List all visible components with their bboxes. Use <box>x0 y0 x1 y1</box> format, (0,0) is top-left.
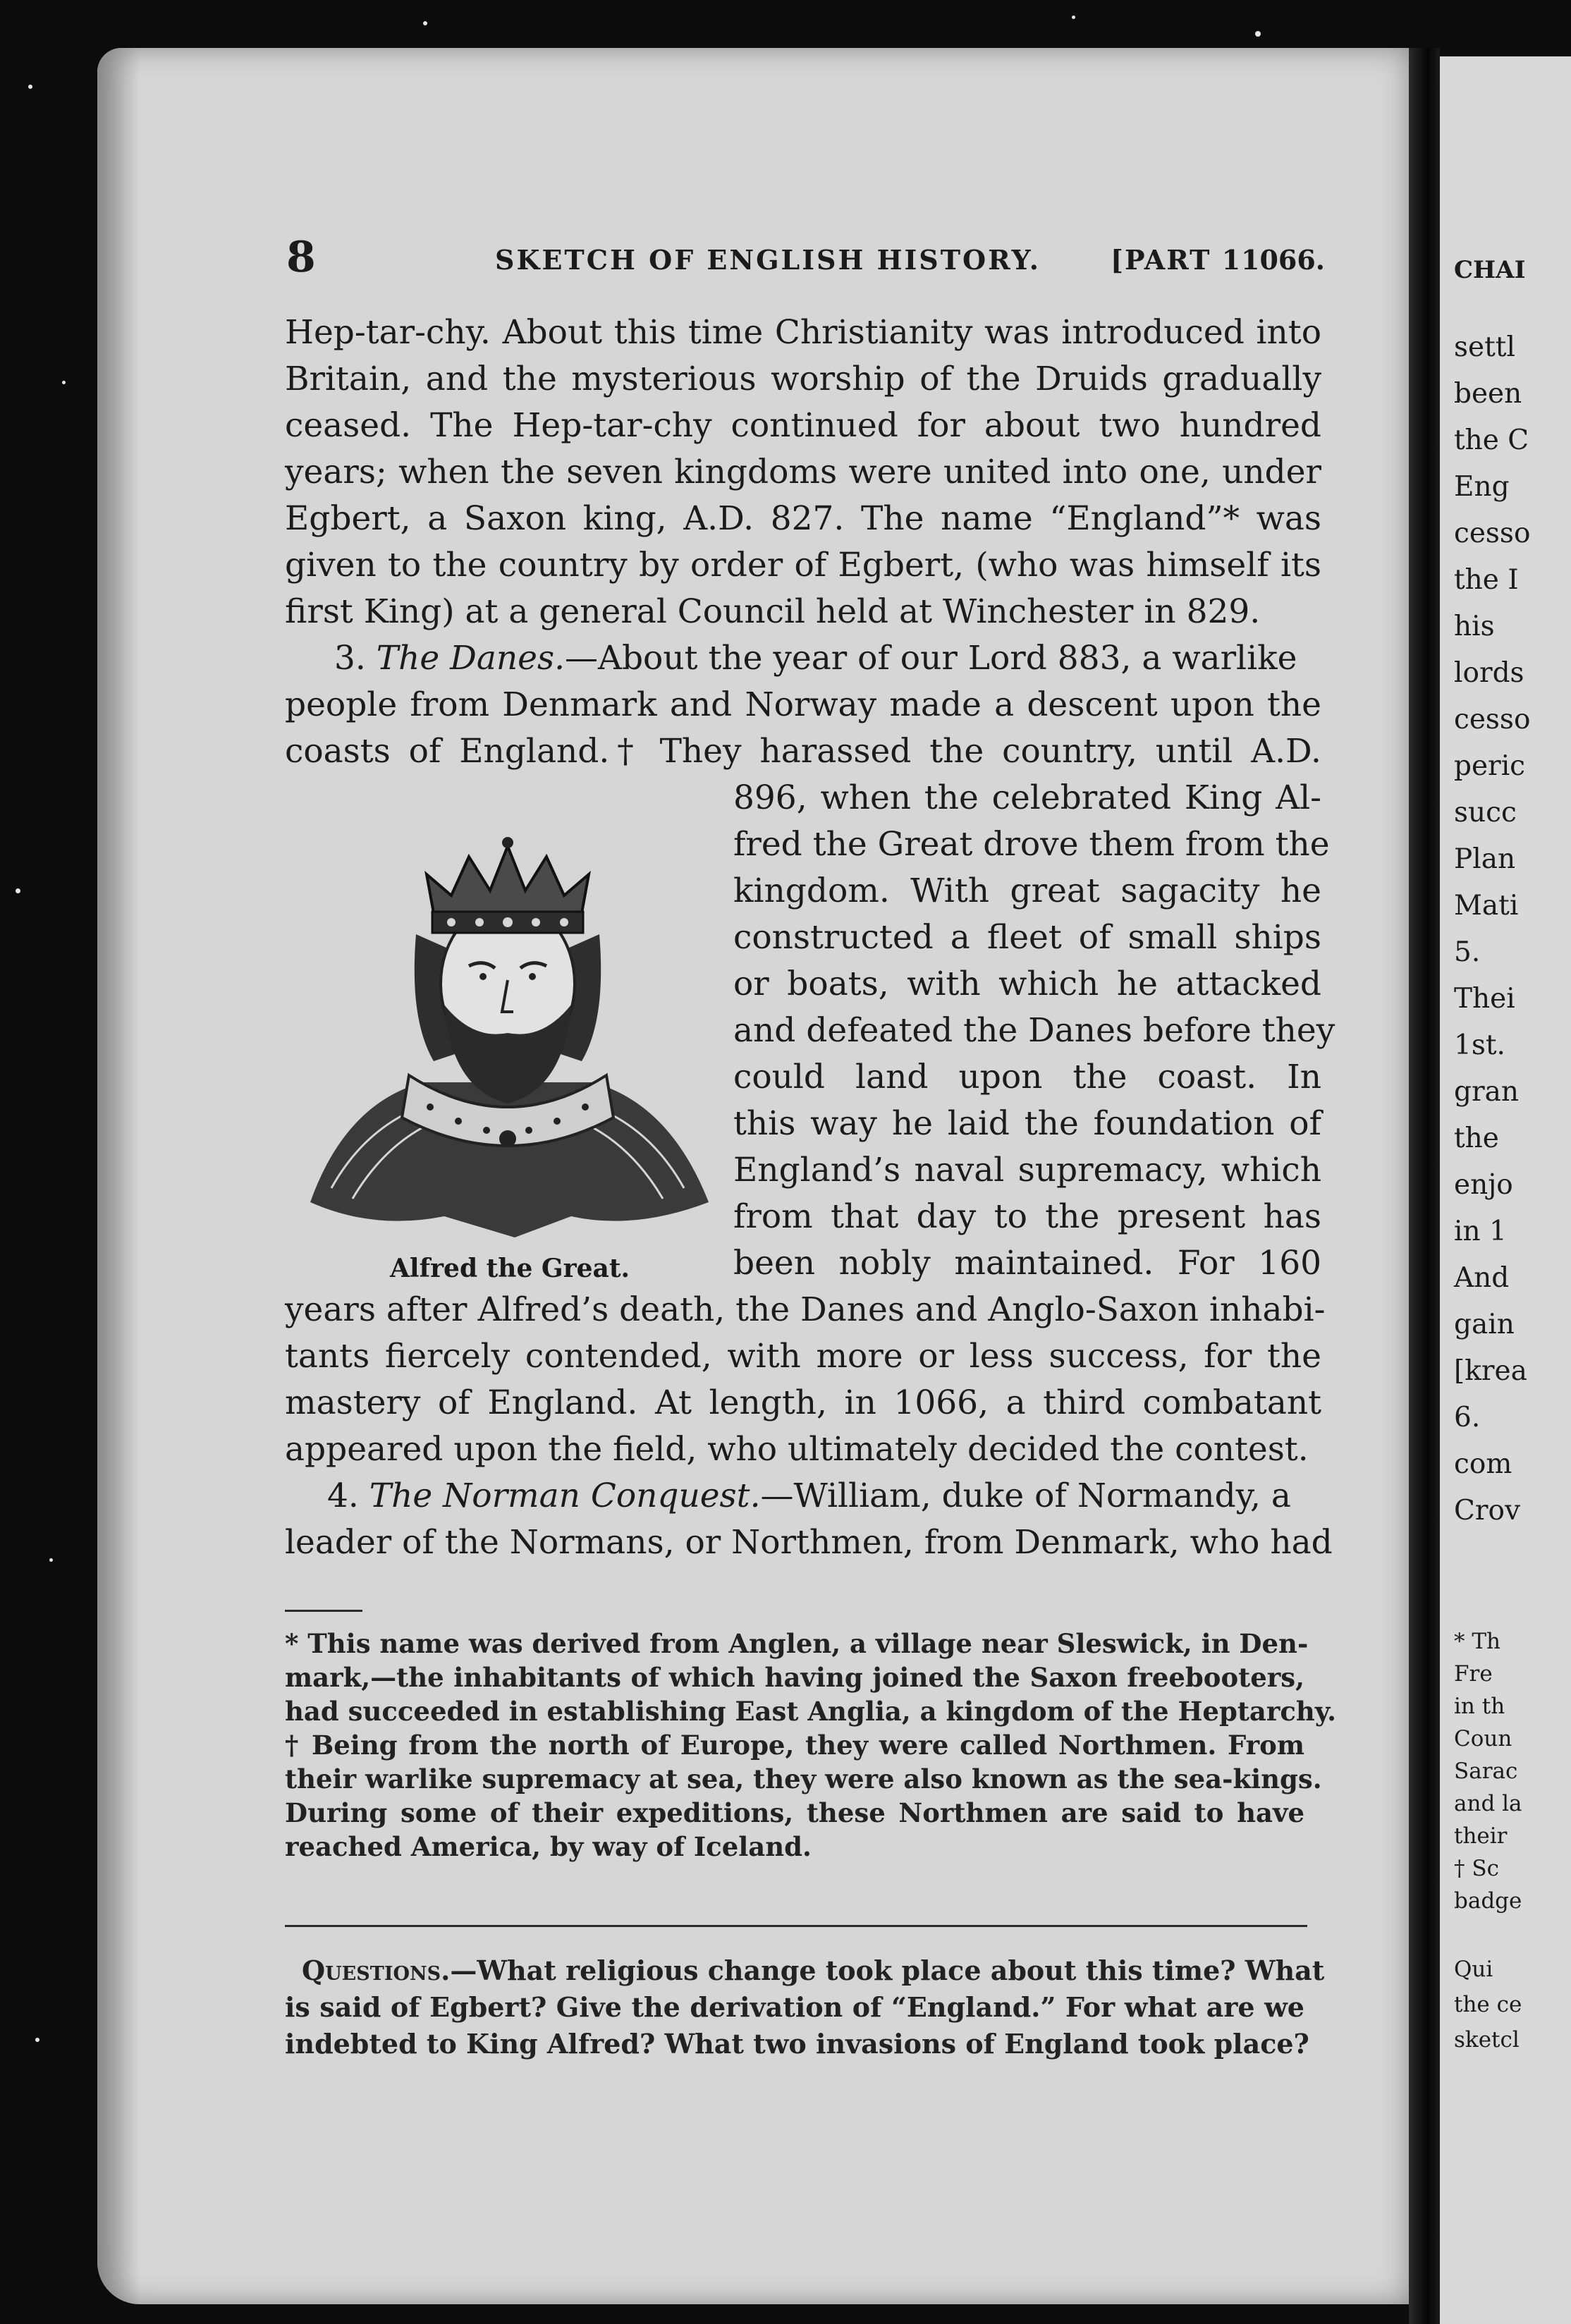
questions-line <box>285 1953 1325 1988</box>
text-line: leader of the Normans, or Northmen, from Denmark, who had <box>285 1523 1333 1562</box>
questions-text: —What religious change took place about this time? What <box>450 1955 1325 1986</box>
text-line: kingdom. With great sagacity he <box>733 872 1321 910</box>
next-page-line: sketcl <box>1454 2027 1520 2053</box>
alfred-the-great-portrait <box>303 807 712 1244</box>
next-page-line: the I <box>1454 564 1519 596</box>
next-page-line: 1st. <box>1454 1029 1505 1061</box>
next-page-line: settl <box>1454 331 1515 363</box>
footnote-rule <box>285 1610 362 1612</box>
footnote-line: their warlike supremacy at sea, they were also known as the sea-kings. <box>285 1763 1322 1794</box>
scan-speck <box>16 888 20 893</box>
text-line: people from Denmark and Norway made a descent upon the <box>285 685 1321 724</box>
next-page-fragment <box>1440 56 1571 2324</box>
text-line: England’s naval supremacy, which <box>733 1151 1321 1189</box>
next-page-line: And <box>1454 1262 1510 1294</box>
next-page-line: in 1 <box>1454 1216 1507 1247</box>
text-line: —William, duke of Normandy, a <box>760 1476 1291 1515</box>
next-page-line: and la <box>1454 1791 1522 1816</box>
next-page-line: Plan <box>1454 843 1516 875</box>
footnote-line: † Being from the north of Europe, they were called Northmen. From <box>285 1730 1304 1761</box>
scan-speck <box>35 2038 39 2042</box>
next-page-line: [krea <box>1454 1355 1527 1387</box>
next-page-line: in th <box>1454 1694 1505 1719</box>
text-line: first King) at a general Council held at Winchester in 829. <box>285 592 1261 631</box>
next-page-line: Sarac <box>1454 1759 1518 1784</box>
footnote-line: mark,—the inhabitants of which having joined the Saxon freebooters, <box>285 1662 1304 1693</box>
next-page-line: Eng <box>1454 471 1510 503</box>
footnote-line: had succeeded in establishing East Anglia, a kingdom of the Heptarchy. <box>285 1696 1336 1727</box>
next-page-line: badge <box>1454 1888 1522 1914</box>
questions-line: is said of Egbert? Give the derivation of “England.” For what are we <box>285 1991 1304 2023</box>
next-page-line: cesso <box>1454 704 1531 735</box>
text-line: could land upon the coast. In <box>733 1058 1321 1096</box>
text-line: —About the year of our Lord 883, a warlike <box>565 639 1297 678</box>
scan-speck <box>28 85 32 89</box>
text-line: constructed a fleet of small ships <box>733 918 1321 957</box>
section-heading-line <box>285 1474 1321 1519</box>
footnote-line: * This name was derived from Anglen, a village near Sleswick, in Den- <box>285 1628 1309 1659</box>
next-page-line: the C <box>1454 424 1529 456</box>
questions-label: Questions. <box>302 1955 451 1986</box>
text-line: tants fiercely contended, with more or less success, for the <box>285 1337 1321 1376</box>
next-page-line: Qui <box>1454 1957 1493 1982</box>
section-heading: The Danes. <box>376 639 566 678</box>
section-heading: The Norman Conquest. <box>369 1476 761 1515</box>
next-page-line: com <box>1454 1448 1512 1480</box>
text-line: from that day to the present has <box>733 1197 1321 1236</box>
scan-speck <box>1255 31 1261 37</box>
questions-line: indebted to King Alfred? What two invasions of England took place? <box>285 2028 1309 2060</box>
text-line: or boats, with which he attacked <box>733 965 1321 1003</box>
page-number: 8 <box>286 233 316 282</box>
text-line: years after Alfred’s death, the Danes and Anglo-Saxon inhabi- <box>285 1290 1326 1329</box>
next-page-line: gran <box>1454 1076 1519 1108</box>
next-page-line: 6. <box>1454 1402 1481 1433</box>
scan-speck <box>49 1558 53 1562</box>
next-page-line: † Sc <box>1454 1856 1499 1881</box>
next-page-line: Fre <box>1454 1661 1493 1687</box>
questions-rule <box>285 1925 1307 1927</box>
section-number: 3. <box>334 639 366 678</box>
scan-speck <box>62 381 66 384</box>
text-line: given to the country by order of Egbert, (who was himself its <box>285 546 1321 585</box>
text-line: this way he laid the foundation of <box>733 1104 1321 1143</box>
footnote-line: reached America, by way of Iceland. <box>285 1831 812 1862</box>
text-line: years; when the seven kingdoms were united into one, under <box>285 453 1321 491</box>
next-page-line: Coun <box>1454 1726 1512 1751</box>
header-part: [PART 1 <box>1111 244 1242 276</box>
next-page-line: Mati <box>1454 890 1519 922</box>
scan-speck <box>423 21 427 25</box>
section-heading-line <box>285 636 1321 681</box>
text-line: 896, when the celebrated King Al- <box>733 778 1321 817</box>
text-line: coasts of England.† They harassed the country, until A.D. <box>285 732 1321 771</box>
text-line: Egbert, a Saxon king, A.D. 827. The name “England”* was <box>285 499 1321 538</box>
next-page-line: cesso <box>1454 518 1531 549</box>
next-page-line: Crov <box>1454 1495 1520 1527</box>
text-line: mastery of England. At length, in 1066, a third combatant <box>285 1383 1321 1422</box>
next-page-line: his <box>1454 611 1495 642</box>
section-number: 4. <box>327 1476 359 1515</box>
footnote-line: During some of their expeditions, these Northmen are said to have <box>285 1797 1304 1828</box>
next-page-line: lords <box>1454 657 1524 689</box>
portrait-caption: Alfred the Great. <box>390 1254 630 1283</box>
text-line: fred the Great drove them from the <box>733 825 1330 864</box>
next-page-line: been <box>1454 378 1522 410</box>
next-page-line: succ <box>1454 797 1517 828</box>
text-line: Hep-tar-chy. About this time Christianity was introduced into <box>285 313 1321 352</box>
next-page-line: the <box>1454 1123 1499 1154</box>
text-line: Britain, and the mysterious worship of the Druids gradually <box>285 360 1321 398</box>
next-page-line: 5. <box>1454 936 1481 968</box>
text-line: ceased. The Hep-tar-chy continued for about two hundred <box>285 406 1321 445</box>
next-page-line: gain <box>1454 1309 1515 1340</box>
next-page-header: CHAI <box>1454 256 1526 284</box>
header-year: 1066. <box>1241 244 1325 276</box>
next-page-line: their <box>1454 1823 1508 1849</box>
book-gutter <box>1409 48 1440 2324</box>
text-line: appeared upon the field, who ultimately decided the contest. <box>285 1430 1309 1469</box>
text-line: been nobly maintained. For 160 <box>733 1244 1321 1283</box>
next-page-line: peric <box>1454 750 1526 782</box>
scan-speck <box>1072 16 1075 19</box>
header-title: SKETCH OF ENGLISH HISTORY. <box>495 244 1041 276</box>
text-line: and defeated the Danes before they <box>733 1011 1335 1050</box>
next-page-line: the ce <box>1454 1992 1522 2017</box>
next-page-line: enjo <box>1454 1169 1513 1201</box>
next-page-line: * Th <box>1454 1629 1500 1654</box>
running-header <box>286 233 1333 282</box>
next-page-line: Thei <box>1454 983 1515 1015</box>
